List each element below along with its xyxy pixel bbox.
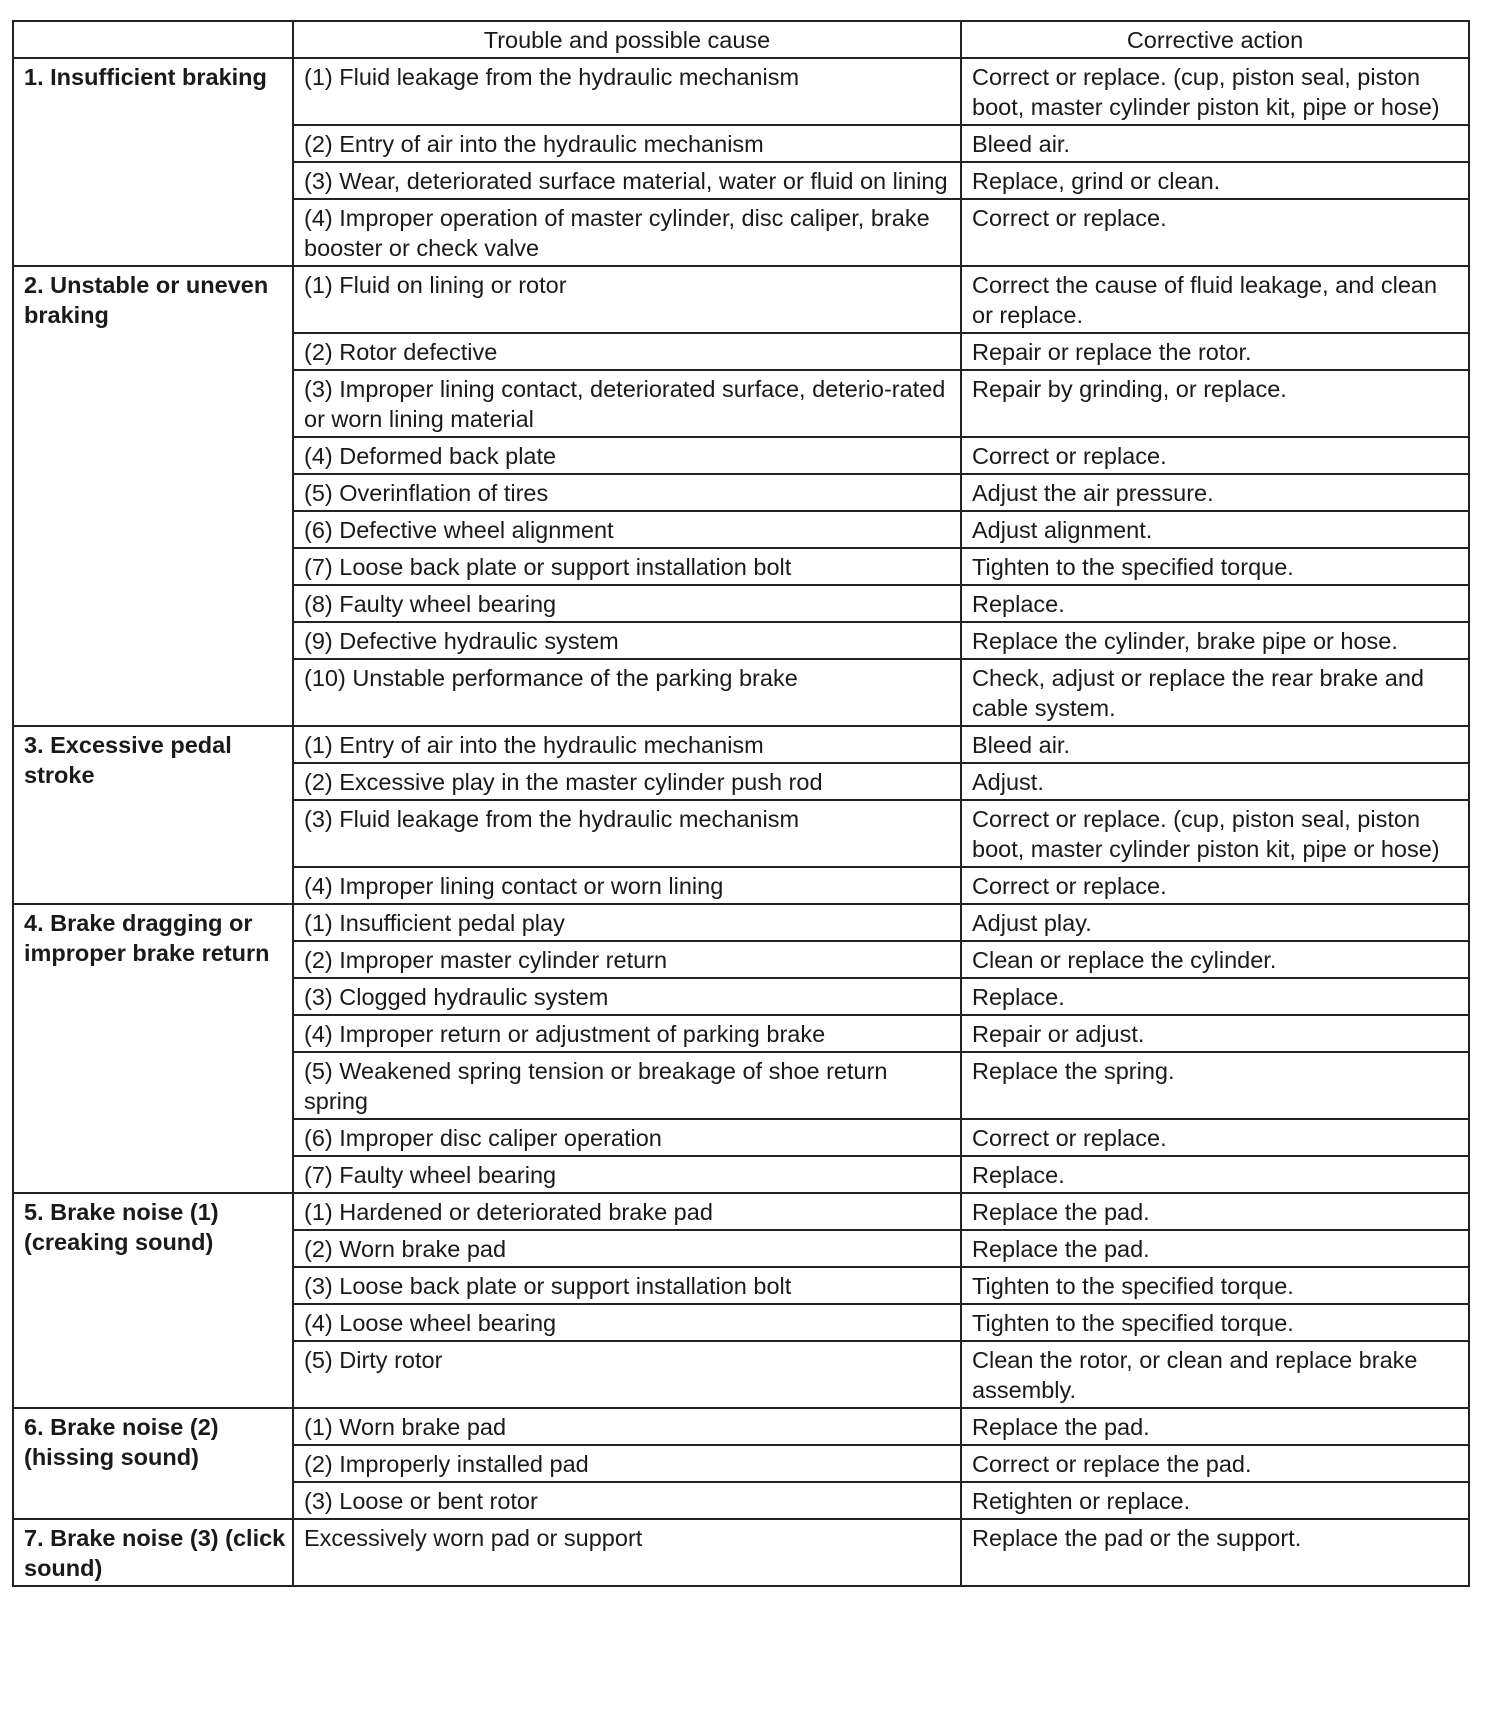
header-row xyxy=(13,21,1469,58)
action-cell: Replace the cylinder, brake pipe or hose. xyxy=(961,622,1469,659)
cause-cell: (4) Loose wheel bearing xyxy=(293,1304,961,1341)
symptom-cell: 2. Unstable or uneven braking xyxy=(13,266,293,726)
action-cell: Bleed air. xyxy=(961,726,1469,763)
action-cell: Replace the pad. xyxy=(961,1193,1469,1230)
action-cell: Adjust the air pressure. xyxy=(961,474,1469,511)
action-cell: Replace. xyxy=(961,585,1469,622)
action-cell: Correct the cause of fluid leakage, and clean or replace. xyxy=(961,266,1469,333)
action-cell: Replace the pad. xyxy=(961,1408,1469,1445)
action-cell: Correct or replace. xyxy=(961,1119,1469,1156)
cause-cell: (3) Clogged hydraulic system xyxy=(293,978,961,1015)
action-cell: Replace the pad or the support. xyxy=(961,1519,1469,1586)
action-cell: Replace, grind or clean. xyxy=(961,162,1469,199)
action-cell: Repair by grinding, or replace. xyxy=(961,370,1469,437)
table-row xyxy=(13,1408,1469,1445)
table-row xyxy=(13,904,1469,941)
action-cell: Correct or replace. xyxy=(961,437,1469,474)
cause-cell: (7) Faulty wheel bearing xyxy=(293,1156,961,1193)
troubleshooting-sheet xyxy=(12,20,1468,1587)
action-cell: Replace. xyxy=(961,978,1469,1015)
cause-cell: (1) Entry of air into the hydraulic mechanism xyxy=(293,726,961,763)
action-cell: Adjust. xyxy=(961,763,1469,800)
header-cause: Trouble and possible cause xyxy=(293,21,961,58)
cause-cell: (5) Dirty rotor xyxy=(293,1341,961,1408)
cause-cell: (4) Improper lining contact or worn lining xyxy=(293,867,961,904)
cause-cell: (3) Improper lining contact, deteriorated surface, deterio-rated or worn lining material xyxy=(293,370,961,437)
cause-cell: (8) Faulty wheel bearing xyxy=(293,585,961,622)
cause-cell: (6) Improper disc caliper operation xyxy=(293,1119,961,1156)
action-cell: Tighten to the specified torque. xyxy=(961,1304,1469,1341)
action-cell: Tighten to the specified torque. xyxy=(961,1267,1469,1304)
troubleshooting-table xyxy=(12,20,1470,1587)
cause-cell: (6) Defective wheel alignment xyxy=(293,511,961,548)
cause-cell: (10) Unstable performance of the parking brake xyxy=(293,659,961,726)
action-cell: Repair or replace the rotor. xyxy=(961,333,1469,370)
symptom-cell: 3. Excessive pedal stroke xyxy=(13,726,293,904)
symptom-cell: 6. Brake noise (2) (hissing sound) xyxy=(13,1408,293,1519)
action-cell: Clean or replace the cylinder. xyxy=(961,941,1469,978)
cause-cell: Excessively worn pad or support xyxy=(293,1519,961,1586)
symptom-cell: 7. Brake noise (3) (click sound) xyxy=(13,1519,293,1586)
cause-cell: (2) Excessive play in the master cylinder push rod xyxy=(293,763,961,800)
table-row xyxy=(13,726,1469,763)
cause-cell: (3) Loose or bent rotor xyxy=(293,1482,961,1519)
symptom-cell: 1. Insufficient braking xyxy=(13,58,293,266)
cause-cell: (3) Wear, deteriorated surface material, water or fluid on lining xyxy=(293,162,961,199)
symptom-cell: 4. Brake dragging or improper brake return xyxy=(13,904,293,1193)
action-cell: Check, adjust or replace the rear brake and cable system. xyxy=(961,659,1469,726)
action-cell: Replace the spring. xyxy=(961,1052,1469,1119)
cause-cell: (5) Weakened spring tension or breakage of shoe return spring xyxy=(293,1052,961,1119)
symptom-cell: 5. Brake noise (1) (creaking sound) xyxy=(13,1193,293,1408)
cause-cell: (1) Hardened or deteriorated brake pad xyxy=(293,1193,961,1230)
cause-cell: (2) Entry of air into the hydraulic mechanism xyxy=(293,125,961,162)
action-cell: Replace. xyxy=(961,1156,1469,1193)
table-row xyxy=(13,1519,1469,1586)
table-row xyxy=(13,266,1469,333)
cause-cell: (1) Worn brake pad xyxy=(293,1408,961,1445)
action-cell: Adjust alignment. xyxy=(961,511,1469,548)
cause-cell: (9) Defective hydraulic system xyxy=(293,622,961,659)
action-cell: Correct or replace. (cup, piston seal, piston boot, master cylinder piston kit, pipe or hose) xyxy=(961,800,1469,867)
cause-cell: (5) Overinflation of tires xyxy=(293,474,961,511)
action-cell: Repair or adjust. xyxy=(961,1015,1469,1052)
header-action: Corrective action xyxy=(961,21,1469,58)
cause-cell: (1) Insufficient pedal play xyxy=(293,904,961,941)
header-symptom xyxy=(13,21,293,58)
cause-cell: (4) Improper operation of master cylinder, disc caliper, brake booster or check valve xyxy=(293,199,961,266)
action-cell: Correct or replace. xyxy=(961,199,1469,266)
cause-cell: (1) Fluid on lining or rotor xyxy=(293,266,961,333)
cause-cell: (7) Loose back plate or support installation bolt xyxy=(293,548,961,585)
cause-cell: (2) Improper master cylinder return xyxy=(293,941,961,978)
action-cell: Correct or replace the pad. xyxy=(961,1445,1469,1482)
cause-cell: (2) Worn brake pad xyxy=(293,1230,961,1267)
table-body xyxy=(13,58,1469,1586)
cause-cell: (4) Deformed back plate xyxy=(293,437,961,474)
table-row xyxy=(13,1193,1469,1230)
table-row xyxy=(13,58,1469,125)
cause-cell: (3) Fluid leakage from the hydraulic mechanism xyxy=(293,800,961,867)
action-cell: Tighten to the specified torque. xyxy=(961,548,1469,585)
action-cell: Retighten or replace. xyxy=(961,1482,1469,1519)
cause-cell: (2) Rotor defective xyxy=(293,333,961,370)
action-cell: Adjust play. xyxy=(961,904,1469,941)
action-cell: Correct or replace. (cup, piston seal, piston boot, master cylinder piston kit, pipe or hose) xyxy=(961,58,1469,125)
cause-cell: (3) Loose back plate or support installation bolt xyxy=(293,1267,961,1304)
cause-cell: (2) Improperly installed pad xyxy=(293,1445,961,1482)
action-cell: Correct or replace. xyxy=(961,867,1469,904)
action-cell: Bleed air. xyxy=(961,125,1469,162)
cause-cell: (1) Fluid leakage from the hydraulic mechanism xyxy=(293,58,961,125)
cause-cell: (4) Improper return or adjustment of parking brake xyxy=(293,1015,961,1052)
action-cell: Clean the rotor, or clean and replace brake assembly. xyxy=(961,1341,1469,1408)
action-cell: Replace the pad. xyxy=(961,1230,1469,1267)
